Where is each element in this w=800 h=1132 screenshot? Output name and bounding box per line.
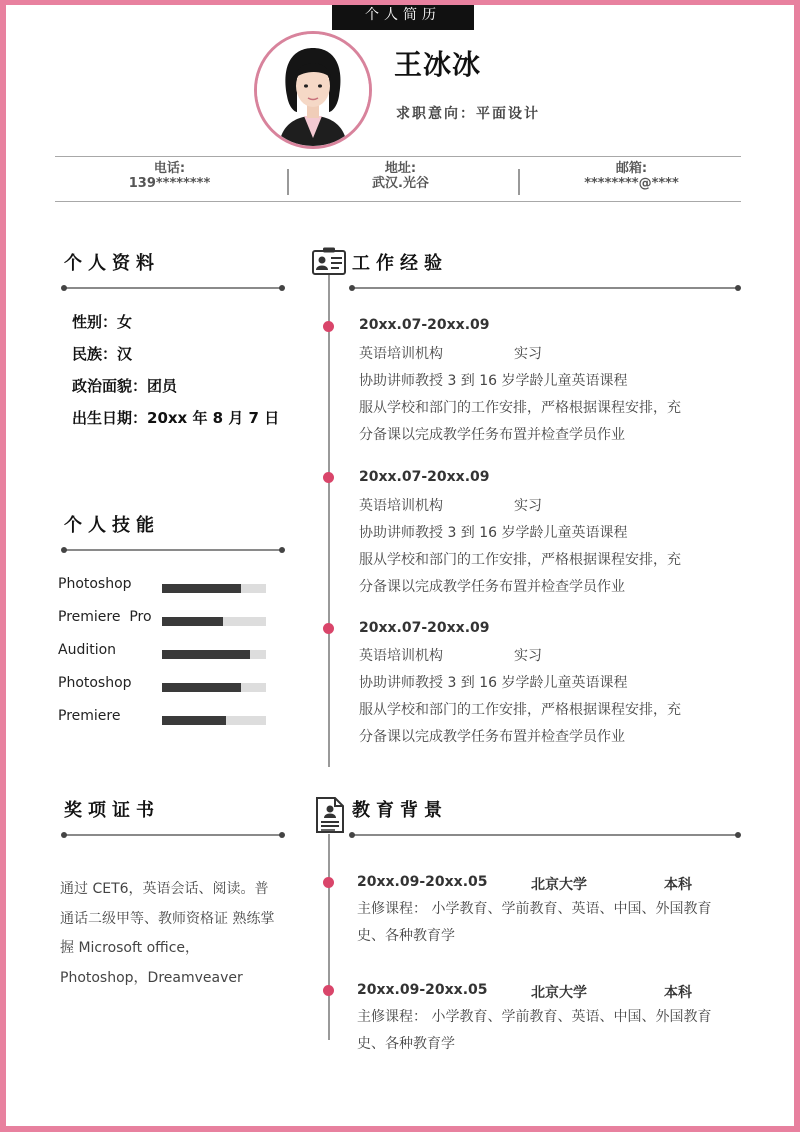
profile-gender: 性别：女 (72, 313, 133, 331)
contact-email-value: ********@**** (584, 176, 679, 191)
timeline-dot (323, 985, 334, 996)
skill-bar (162, 584, 266, 593)
job-duty: 协助讲师教授 3 到 16 岁学龄儿童英语课程 (359, 525, 628, 541)
skill-bar (162, 650, 266, 659)
skill-bar (162, 617, 266, 626)
skill-bar (162, 683, 266, 692)
skill-name: Photoshop (58, 576, 132, 592)
profile-ethnicity: 民族：汉 (72, 345, 133, 363)
job-company: 英语培训机构 (359, 498, 443, 514)
job-role: 实习 (514, 346, 542, 362)
awards-text: 通过 CET6，英语会话、阅读。普通话二级甲等、教师资格证 熟练掌握 Microsoft office，Photoshop，Dreamveaver (60, 881, 275, 986)
contact-address-label: 地址: (384, 161, 417, 176)
timeline-dot (323, 623, 334, 634)
job-duty: 分备课以完成教学任务布置并检查学员作业 (359, 729, 625, 745)
awards-title: 奖项证书 (64, 800, 160, 821)
contact-phone-value: 139******** (128, 176, 211, 191)
contact-email (517, 161, 746, 191)
skill-bar-fill (162, 650, 250, 659)
edu-courses: 主修课程： 小学教育、学前教育、英语、中国、外国教育史、各种教育学 (357, 1009, 712, 1052)
profile-rule (64, 287, 282, 289)
job-duty: 分备课以完成教学任务布置并检查学员作业 (359, 579, 625, 595)
experience-rule (352, 287, 738, 289)
job-role: 实习 (514, 498, 542, 514)
skills-rule (64, 549, 282, 551)
job-duty: 服从学校和部门的工作安排，严格根据课程安排，充 (359, 702, 681, 718)
skill-bar (162, 716, 266, 725)
job-duty: 协助讲师教授 3 到 16 岁学龄儿童英语课程 (359, 675, 628, 691)
skill-bar-fill (162, 716, 226, 725)
resume-tab: 个人简历 (332, 0, 474, 30)
job-duty: 服从学校和部门的工作安排，严格根据课程安排，充 (359, 400, 681, 416)
job-duty: 分备课以完成教学任务布置并检查学员作业 (359, 427, 625, 443)
experience-title: 工作经验 (352, 253, 448, 274)
education-title: 教育背景 (352, 800, 448, 821)
job-duty: 服从学校和部门的工作安排，严格根据课程安排，充 (359, 552, 681, 568)
resume-document-icon (315, 796, 345, 838)
timeline-dot (323, 321, 334, 332)
job-date: 20xx.07-20xx.09 (359, 317, 490, 333)
contact-phone (55, 161, 284, 191)
edu-date: 20xx.09-20xx.05 (357, 874, 488, 890)
contact-address (286, 161, 515, 191)
timeline-dot (323, 877, 334, 888)
job-date: 20xx.07-20xx.09 (359, 620, 490, 636)
education-rule (352, 834, 738, 836)
profile-title: 个人资料 (64, 253, 160, 274)
job-company: 英语培训机构 (359, 648, 443, 664)
skill-name: Premiere (58, 708, 121, 724)
education-timeline (328, 834, 330, 1040)
awards-rule (64, 834, 282, 836)
experience-timeline (328, 275, 330, 767)
profile-birthdate: 出生日期：20xx 年 8 月 7 日 (72, 409, 280, 427)
edu-school: 北京大学 (531, 985, 587, 1001)
skills-title: 个人技能 (64, 515, 160, 536)
timeline-dot (323, 472, 334, 483)
job-company: 英语培训机构 (359, 346, 443, 362)
contact-phone-label: 电话: (153, 161, 186, 176)
avatar (254, 31, 372, 149)
contact-address-value: 武汉.光谷 (372, 176, 429, 191)
contact-email-label: 邮箱: (615, 161, 648, 176)
skill-bar-fill (162, 617, 223, 626)
edu-degree: 本科 (664, 877, 692, 893)
skill-bar-fill (162, 683, 241, 692)
contact-bar (55, 156, 741, 202)
skill-name: Premiere Pro (58, 609, 152, 625)
profile-political: 政治面貌：团员 (72, 377, 178, 395)
skill-name: Photoshop (58, 675, 132, 691)
skill-bar-fill (162, 584, 241, 593)
edu-degree: 本科 (664, 985, 692, 1001)
edu-date: 20xx.09-20xx.05 (357, 982, 488, 998)
edu-courses: 主修课程： 小学教育、学前教育、英语、中国、外国教育史、各种教育学 (357, 901, 712, 944)
job-intent: 求职意向：平面设计 (396, 106, 540, 122)
job-duty: 协助讲师教授 3 到 16 岁学龄儿童英语课程 (359, 373, 628, 389)
candidate-name: 王冰冰 (394, 48, 482, 81)
edu-school: 北京大学 (531, 877, 587, 893)
avatar-illustration (257, 34, 369, 146)
job-role: 实习 (514, 648, 542, 664)
skill-name: Audition (58, 642, 117, 658)
job-date: 20xx.07-20xx.09 (359, 469, 490, 485)
